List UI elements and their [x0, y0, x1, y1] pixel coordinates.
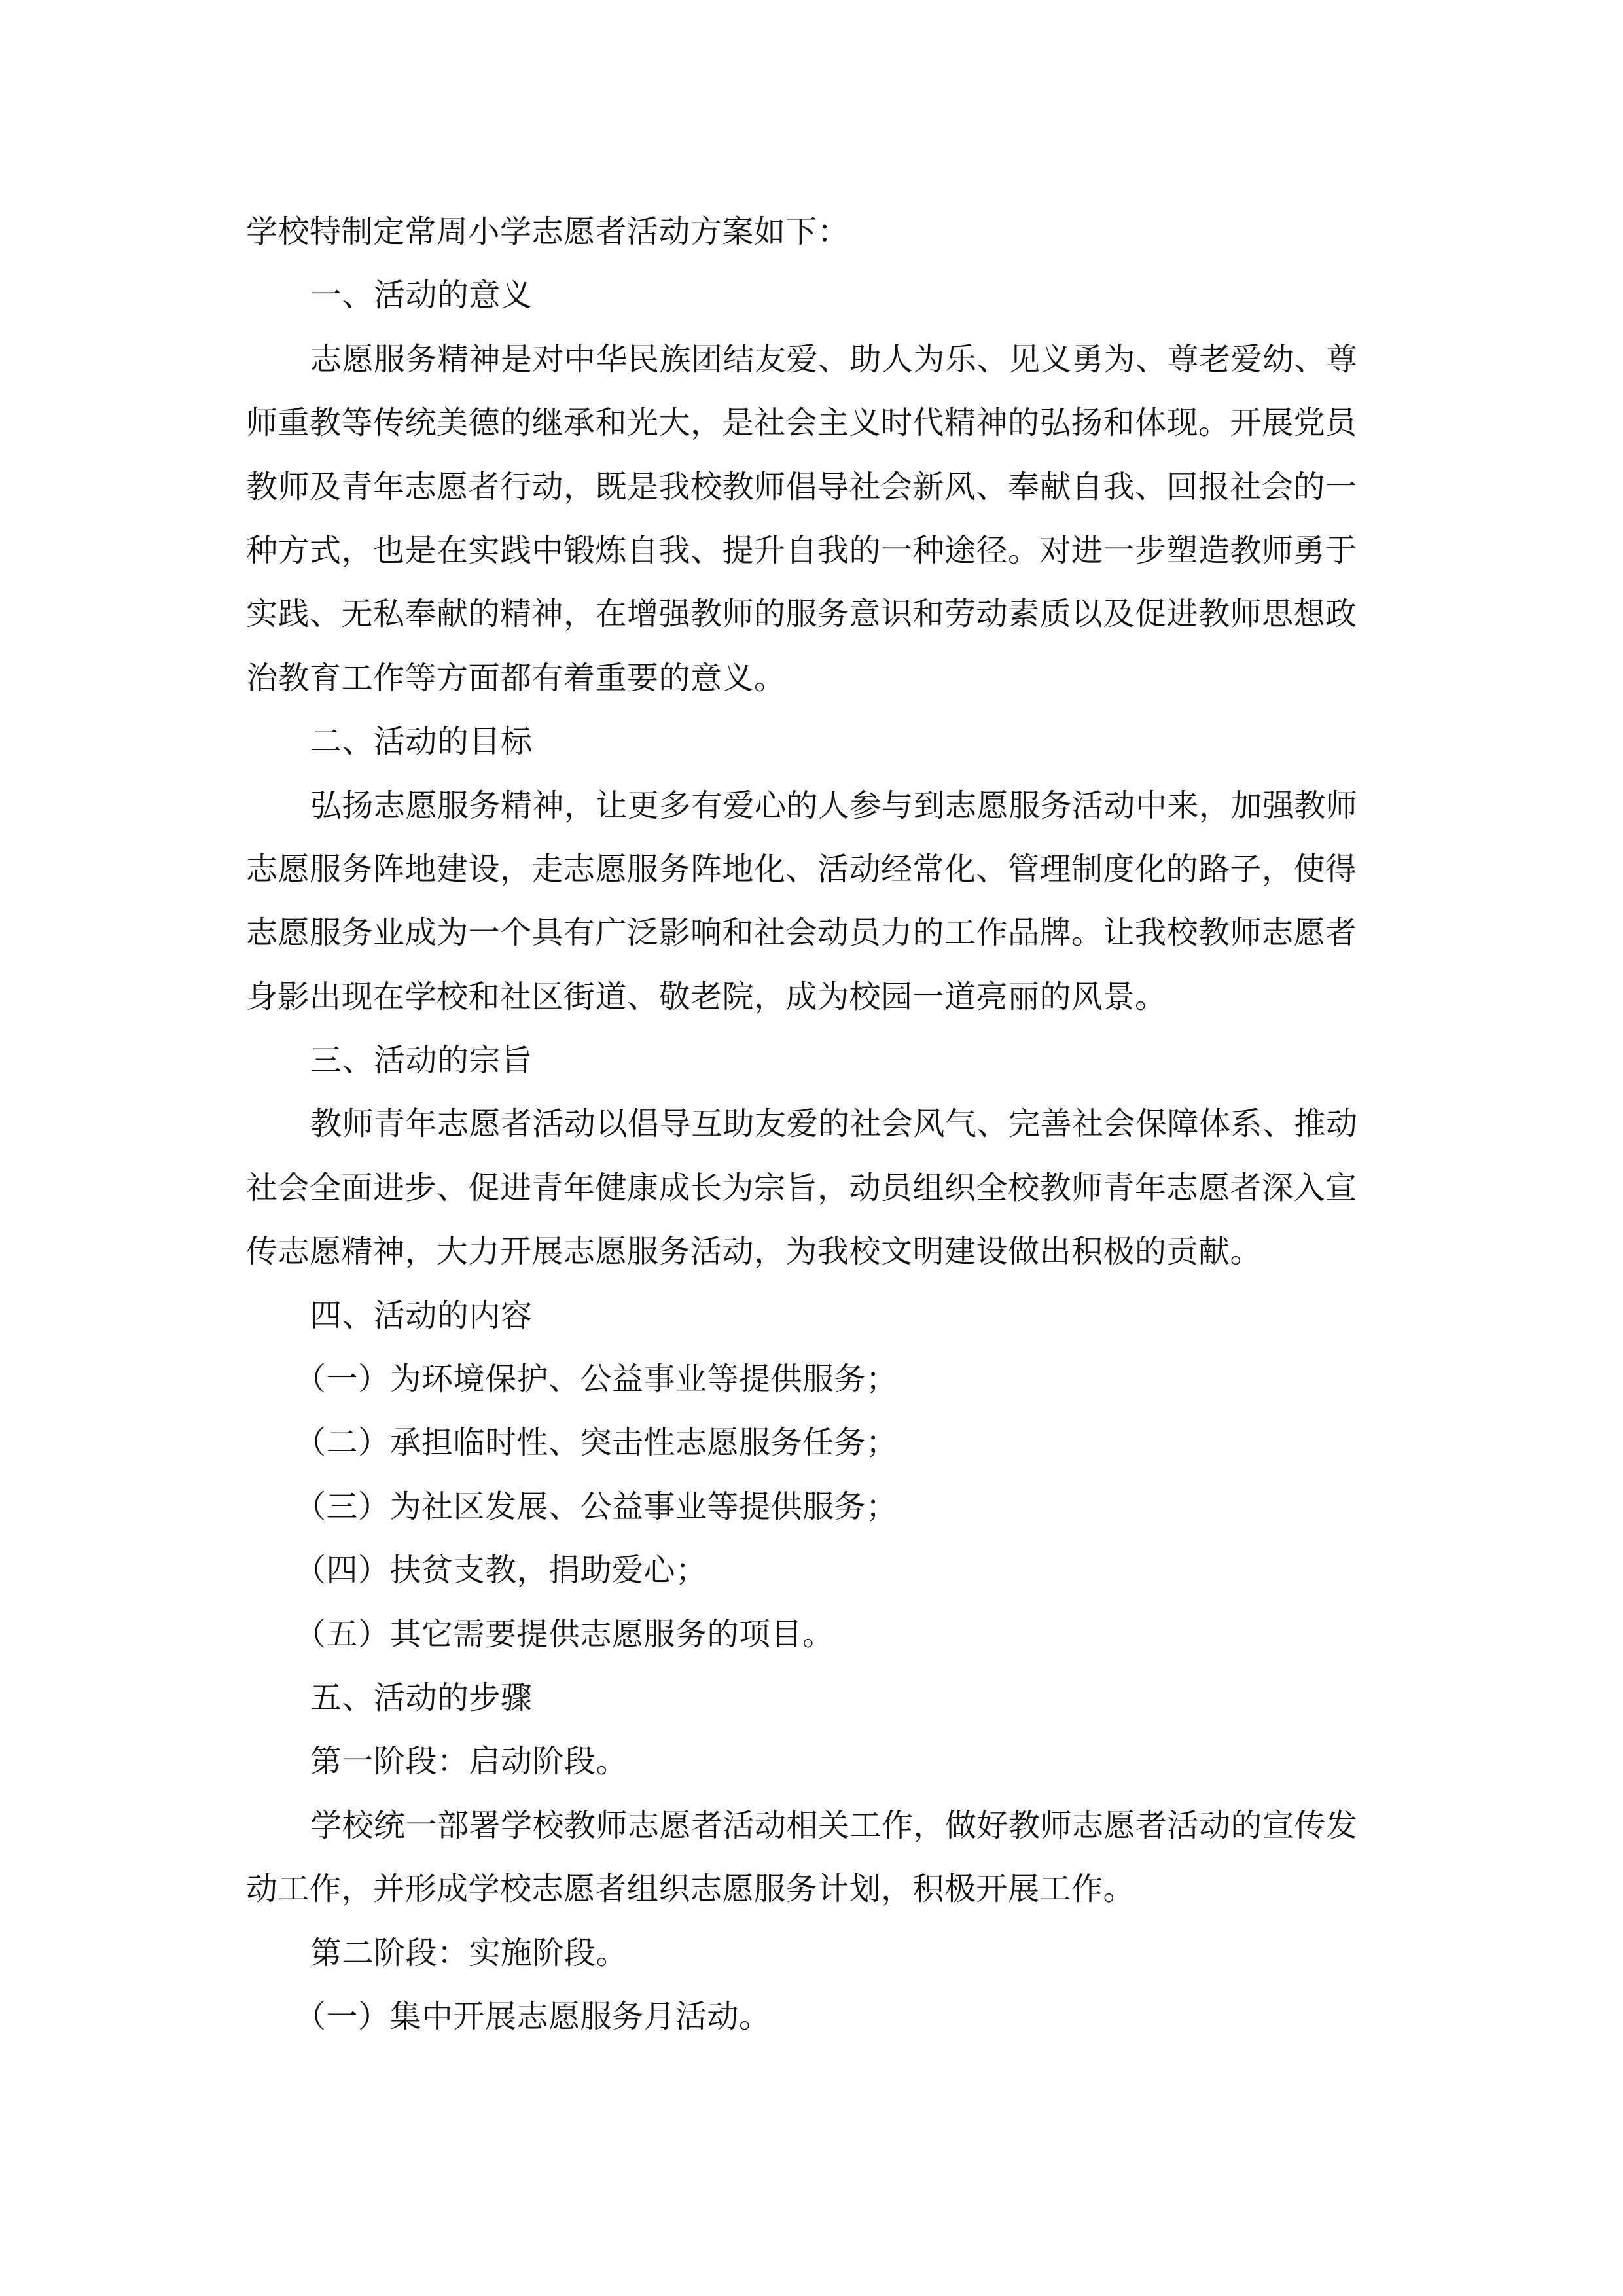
text-line: 弘扬志愿服务精神，让更多有爱心的人参与到志愿服务活动中来，加强教师: [310, 787, 1358, 824]
section-heading: 三、活动的宗旨: [310, 1042, 533, 1079]
text-line: 社会全面进步、促进青年健康成长为宗旨，动员组织全校教师青年志愿者深入宣: [246, 1169, 1357, 1206]
text-line: 教师及青年志愿者行动，既是我校教师倡导社会新风、奉献自我、回报社会的一: [246, 468, 1357, 505]
section-heading: 五、活动的步骤: [310, 1679, 533, 1716]
list-item: （一）集中开展志愿服务月活动。: [294, 1998, 771, 2035]
list-item: （一）为环境保护、公益事业等提供服务；: [294, 1361, 898, 1398]
text-line: 传志愿精神，大力开展志愿服务活动，为我校文明建设做出积极的贡献。: [246, 1233, 1262, 1270]
text-line: 志愿服务业成为一个具有广泛影响和社会动员力的工作品牌。让我校教师志愿者: [246, 914, 1357, 952]
section-heading: 四、活动的内容: [310, 1297, 533, 1334]
list-item: （三）为社区发展、公益事业等提供服务；: [294, 1488, 898, 1525]
document-body: [246, 200, 1382, 2049]
stage-heading: 第一阶段：启动阶段。: [310, 1743, 628, 1780]
section-heading: 一、活动的意义: [310, 277, 533, 314]
text-line: 志愿服务阵地建设，走志愿服务阵地化、活动经常化、管理制度化的路子，使得: [246, 850, 1357, 888]
text-line: 学校统一部署学校教师志愿者活动相关工作，做好教师志愿者活动的宣传发: [310, 1806, 1358, 1844]
text-line: 教师青年志愿者活动以倡导互助友爱的社会风气、完善社会保障体系、推动: [310, 1105, 1358, 1143]
text-line: 师重教等传统美德的继承和光大，是社会主义时代精神的弘扬和体现。开展党员: [246, 404, 1357, 442]
text-line: 身影出现在学校和社区街道、敬老院，成为校园一道亮丽的风景。: [246, 978, 1167, 1015]
stage-heading: 第二阶段：实施阶段。: [310, 1934, 628, 1971]
list-item: （四）扶贫支教，捐助爱心；: [294, 1552, 707, 1589]
text-line: 动工作，并形成学校志愿者组织志愿服务计划，积极开展工作。: [246, 1871, 1135, 1908]
list-item: （五）其它需要提供志愿服务的项目。: [294, 1615, 834, 1653]
text-line: 志愿服务精神是对中华民族团结友爱、助人为乐、见义勇为、尊老爱幼、尊: [310, 340, 1358, 378]
text-line: 治教育工作等方面都有着重要的意义。: [246, 659, 786, 696]
text-line: 种方式，也是在实践中锻炼自我、提升自我的一种途径。对进一步塑造教师勇于: [246, 531, 1357, 569]
list-item: （二）承担临时性、突击性志愿服务任务；: [294, 1424, 898, 1462]
section-heading: 二、活动的目标: [310, 723, 533, 761]
text-line: 学校特制定常周小学志愿者活动方案如下：: [246, 213, 849, 250]
text-line: 实践、无私奉献的精神，在增强教师的服务意识和劳动素质以及促进教师思想政: [246, 596, 1357, 633]
